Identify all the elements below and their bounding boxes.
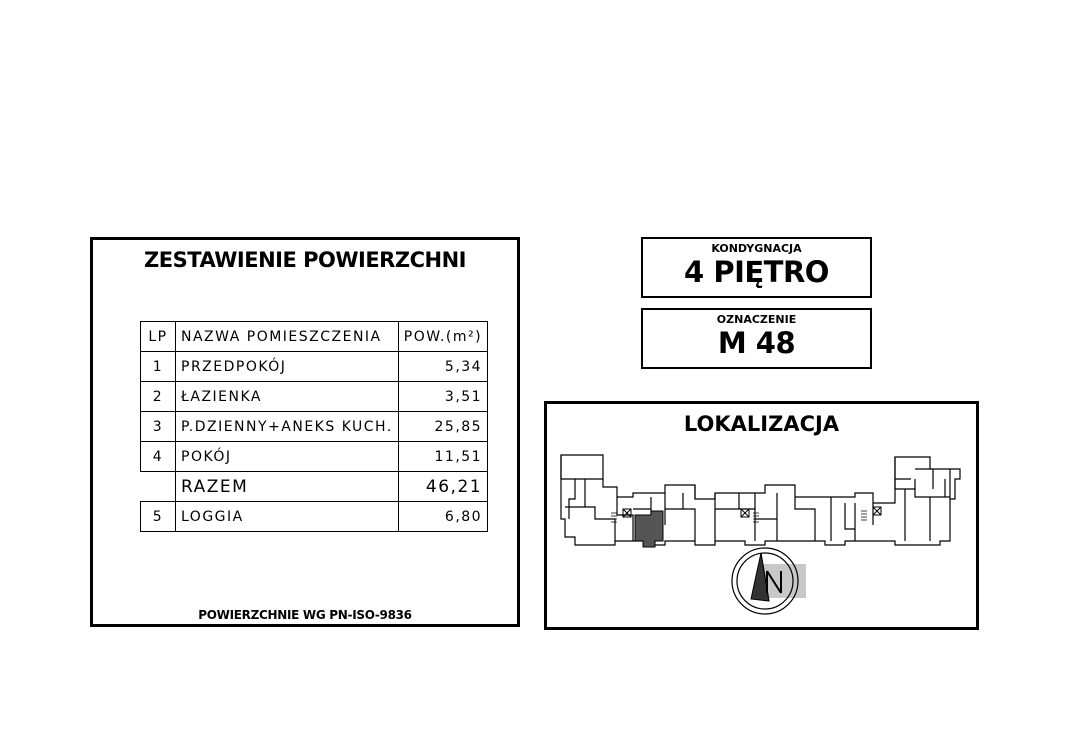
floor-value: 4 PIĘTRO <box>684 255 829 289</box>
row-area: 6,80 <box>398 502 487 532</box>
header-lp: LP <box>141 322 176 352</box>
floor-box <box>641 237 872 298</box>
location-panel <box>544 401 979 630</box>
table-header-row <box>141 322 488 352</box>
row-name: PRZEDPOKÓJ <box>176 352 399 382</box>
total-lp-empty <box>141 472 176 502</box>
total-label: RAZEM <box>176 472 399 502</box>
row-lp: 1 <box>141 352 176 382</box>
unit-label: OZNACZENIE <box>716 313 797 326</box>
summary-title: ZESTAWIENIE POWIERZCHNI <box>144 248 466 272</box>
row-lp: 5 <box>141 502 176 532</box>
row-lp: 2 <box>141 382 176 412</box>
table-row <box>141 502 488 532</box>
row-name: POKÓJ <box>176 442 399 472</box>
table-row <box>141 442 488 472</box>
north-arrow-icon <box>732 548 806 614</box>
row-name: ŁAZIENKA <box>176 382 399 412</box>
row-lp: 3 <box>141 412 176 442</box>
row-area: 3,51 <box>398 382 487 412</box>
building-outline <box>561 455 960 545</box>
total-area: 46,21 <box>398 472 487 502</box>
row-area: 5,34 <box>398 352 487 382</box>
row-name: P.DZIENNY+ANEKS KUCH. <box>176 412 399 442</box>
row-lp: 4 <box>141 442 176 472</box>
area-table <box>140 321 488 532</box>
summary-footer: POWIERZCHNIE WG PN-ISO-9836 <box>198 608 412 622</box>
table-row <box>141 412 488 442</box>
table-row <box>141 382 488 412</box>
row-area: 25,85 <box>398 412 487 442</box>
floor-plan-diagram <box>555 449 970 629</box>
total-row <box>141 472 488 502</box>
unit-box <box>641 308 872 369</box>
floor-label: KONDYGNACJA <box>711 242 802 255</box>
unit-value: M 48 <box>717 326 796 360</box>
area-summary-panel <box>90 237 520 627</box>
header-area: POW.(m²) <box>398 322 487 352</box>
location-title: LOKALIZACJA <box>683 412 840 436</box>
header-name: NAZWA POMIESZCZENIA <box>176 322 399 352</box>
row-name: LOGGIA <box>176 502 399 532</box>
table-row <box>141 352 488 382</box>
row-area: 11,51 <box>398 442 487 472</box>
